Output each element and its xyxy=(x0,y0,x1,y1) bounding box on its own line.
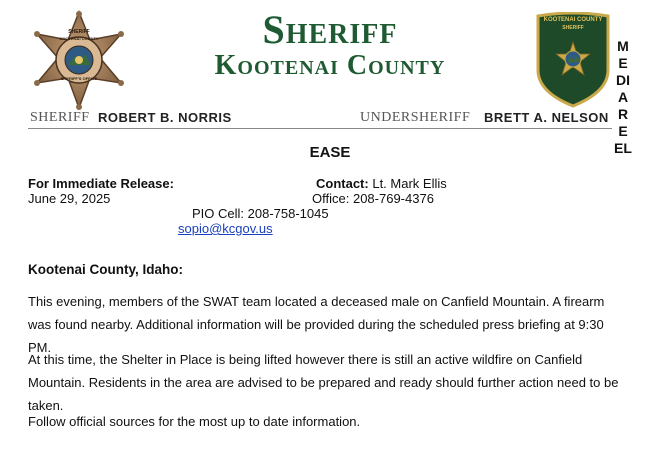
title-county: Kootenai County xyxy=(214,50,446,81)
release-heading: EASE xyxy=(309,144,351,161)
body-paragraph-2: At this time, the Shelter in Place is being lifted however there is still an active wildfire on Canfield Mountain. Residents in the area are advised to be prepared and ready should further action need to be taken. xyxy=(28,352,619,413)
vertical-letter: R xyxy=(617,106,629,122)
pio-phone: 208-758-1045 xyxy=(247,206,329,221)
undersheriff-label: UNDERSHERIFF xyxy=(360,110,471,125)
vertical-letter: M xyxy=(617,38,629,54)
badge-mid-text: KOOTENAI COUNTY xyxy=(59,36,99,41)
contact-label: Contact: xyxy=(316,176,369,191)
body-paragraph-1: This evening, members of the SWAT team located a deceased male on Canfield Mountain. A firearm was found nearby. Additional information will be provided during the scheduled press briefing at 9:30 PM. xyxy=(28,294,605,355)
undersheriff-name: BRETT A. NELSON xyxy=(484,110,609,125)
vertical-letter: DI xyxy=(616,72,630,88)
patch-sub-text: SHERIFF xyxy=(562,25,584,31)
sheriff-name: ROBERT B. NORRIS xyxy=(98,110,232,125)
badge-bottom-text: SHERIFF'S OFFICE xyxy=(60,76,98,81)
office-label: Office: xyxy=(312,191,350,206)
sheriff-label: SHERIFF xyxy=(30,110,90,125)
immediate-release-label: For Immediate Release: xyxy=(28,176,174,191)
badge-top-text: SHERIFF xyxy=(68,29,90,35)
office-line xyxy=(312,191,434,207)
office-phone: 208-769-4376 xyxy=(352,191,434,206)
header-divider xyxy=(28,128,612,129)
contact-line xyxy=(316,176,447,192)
location-heading: Kootenai County, Idaho: xyxy=(28,262,183,277)
body-paragraph-3: Follow official sources for the most up to date information. xyxy=(28,414,361,429)
vertical-letter: E xyxy=(618,55,628,71)
pio-line xyxy=(192,206,329,222)
email-link[interactable]: sopio@kcgov.us xyxy=(178,221,273,236)
vertical-letter: E xyxy=(618,123,628,139)
contact-name: Lt. Mark Ellis xyxy=(372,176,447,191)
title-sheriff: Sheriff xyxy=(262,7,398,52)
patch-top-text: KOOTENAI COUNTY xyxy=(543,17,603,23)
pio-label: PIO Cell: xyxy=(192,206,245,221)
release-date: June 29, 2025 xyxy=(28,191,111,206)
vertical-letter: A xyxy=(617,89,629,105)
vertical-media-release-letters xyxy=(612,38,634,157)
vertical-letter: EL xyxy=(614,140,632,156)
